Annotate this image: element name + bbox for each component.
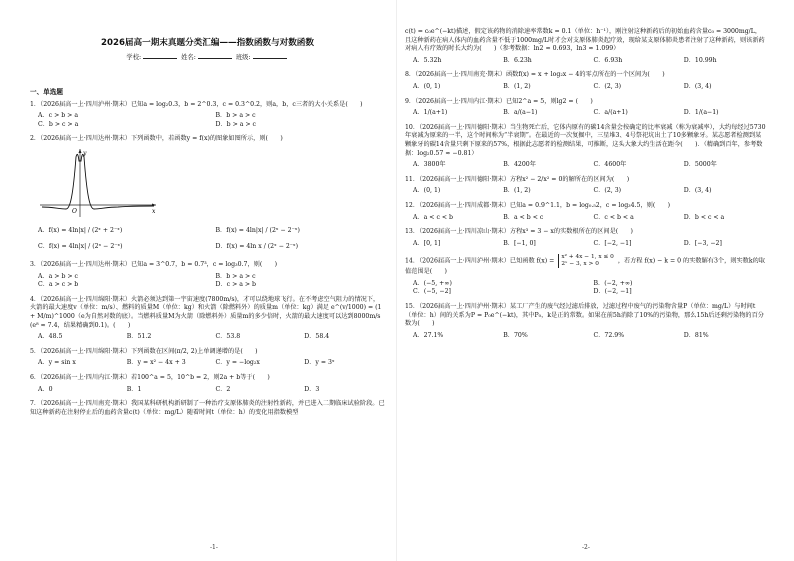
right-column — [405, 28, 766, 346]
question-10: 10．（2026届高一上·四川德阳·期末）当生物死亡后，它体内原有的碳14含量会按确定的比率衰减（称为衰减率），大约每经过5730年衰减为原来的一半，这个时间称为“半衰期”。在最近的一次复掘中，三星堆3、4号祭祀坑出土了10多颗象牙。某志愿者检测到某颗象牙的碳14含量只剩下原来的57%，根据此志愿者的检测结果，可推断，这头大象大约生活在距今( )．（精确到百年，参考数据：log₂0.57 ≈ −0.81） — [405, 123, 766, 157]
question-14 — [405, 254, 766, 277]
case-1: x² + 4x − 1, x ≤ 0 — [561, 254, 614, 261]
curve — [42, 154, 154, 209]
section-heading: 一、单选题 — [30, 88, 63, 96]
option-b: B．(−2, +∞) — [593, 279, 633, 287]
option-d: D．(3, 4) — [683, 187, 712, 195]
question-1: 1．（2026届高一上·四川泸州·期末）已知a = log₂0.3，b = 2^0.3，c = 0.3^0.2，则a，b，c三者的大小关系是( ) — [30, 100, 363, 108]
option-b: B．a < b < c — [503, 213, 544, 221]
option-b: B．[−1, 0] — [503, 239, 536, 247]
document-title: 2026届高一期末真题分类汇编——指数函数与对数函数 — [101, 38, 314, 48]
option-d: D．(−2, −1] — [593, 288, 632, 296]
question-5-options — [30, 359, 385, 368]
option-d: D．(3, 4) — [683, 82, 712, 90]
question-12: 12．（2026届高一上·四川成都·期末）已知a = 0.9^1.1，b = log₀.₅2，c = log₃4.5，则( ) — [405, 201, 671, 209]
function-graph — [38, 147, 158, 219]
question-11: 11．（2026届高一上·四川德阳·期末）方程x² − 2/x² = 0的解所在的区间为( ) — [405, 175, 630, 183]
case-2: 2ˣ − 3, x > 0 — [561, 261, 599, 268]
option-b: B．70% — [503, 331, 528, 339]
option-a: A．(0, 1) — [413, 187, 441, 195]
option-d: D．f(x) = 4ln x / (2ˣ − 2⁻ˣ) — [215, 242, 299, 250]
question-1-options — [30, 112, 385, 129]
option-c: C．a/(a+1) — [593, 109, 628, 117]
class-label: 班级: — [235, 54, 251, 61]
question-8-options — [405, 83, 766, 92]
option-c: C．c < b < a — [593, 213, 634, 221]
option-d: D．b > a > c — [215, 120, 256, 128]
option-a: A．27.1% — [413, 331, 444, 339]
option-a: A．5.32h — [413, 56, 442, 64]
option-c: C．a > c > b — [38, 281, 79, 289]
question-6-options — [30, 386, 385, 395]
option-b: B．6.23h — [503, 56, 532, 64]
option-d: D．58.4 — [304, 333, 330, 341]
option-c: C．53.8 — [215, 333, 241, 341]
option-d: D．b < c < a — [683, 213, 725, 221]
question-4: 4．（2026届高一上·四川绵阳·期末）火箭必须达到第一宇宙速度(7800m/s)，才可以绕地球飞行。在不考虑空气阻力的情况下，火箭的最大速度v（单位：m/s）、燃料的质量M（单位：kg）和火箭（除燃料外）的质量m（单位：kg）满足 e^(v/1000) = (1 + M/m)^1000（e为自然对数的底）。当燃料质量M为火箭（除燃料外）质量m的多少倍时，火箭的最大速度可以达到8000m/s (e⁸ ≈ 7.4，结果精确到0.1)。( ) — [30, 295, 382, 329]
y-label: y — [83, 149, 87, 157]
option-d: D．1/(a−1) — [683, 109, 719, 117]
option-d: D．c > a > b — [215, 281, 256, 289]
question-5: 5．（2026届高一上·四川绵阳·期末）下列函数在区间(π/2, 2)上单调递增的是( ) — [30, 347, 258, 355]
page-number: -2- — [582, 544, 590, 551]
option-c: C．(2, 3) — [593, 82, 622, 90]
option-d: D．81% — [683, 331, 709, 339]
option-c: C．4600年 — [593, 161, 627, 169]
option-c: C．[−2, −1] — [593, 239, 632, 247]
y-axis-arrow — [79, 149, 82, 153]
option-c: C．72.9% — [593, 331, 625, 339]
option-b: B．(1, 2) — [503, 82, 531, 90]
option-a: A．a < c < b — [413, 213, 454, 221]
option-d: D．[−3, −2] — [683, 239, 722, 247]
option-c: C．2 — [215, 385, 231, 393]
page-number: -1- — [210, 544, 218, 551]
option-b: B．b > a > c — [215, 112, 256, 120]
question-13-options — [405, 240, 766, 249]
option-b: B．f(x) = 4ln|x| / (2ˣ − 2⁻ˣ) — [215, 226, 300, 234]
option-a: A．a > b > c — [38, 272, 79, 280]
question-4-options — [30, 333, 385, 342]
question-9: 9．（2026届高一上·四川内江·期末）已知2^a = 5，则lg2 = ( ) — [405, 97, 593, 105]
question-2-options — [30, 223, 385, 255]
question-3-options — [30, 273, 385, 290]
option-a: A．3800年 — [413, 161, 446, 169]
question-15-options — [405, 332, 766, 341]
question-9-options — [405, 109, 766, 118]
x-label: x — [152, 207, 156, 215]
question-10-options — [405, 161, 766, 170]
school-blank[interactable] — [143, 58, 177, 59]
option-b: B．1 — [126, 385, 142, 393]
option-d: D．y = 3ˣ — [304, 359, 335, 367]
question-14-pre: 14．（2026届高一上·四川泸州·期末）已知函数 f(x) = — [405, 257, 555, 265]
question-11-options — [405, 187, 766, 196]
student-info-line — [30, 52, 385, 61]
option-b: B．4200年 — [503, 161, 536, 169]
origin-label: O — [72, 207, 77, 215]
option-b: B．y = x² − 4x + 3 — [126, 359, 186, 367]
question-15: 15．（2026届高一上·四川泸州·期末）某工厂产生的废气经过滤后排放，过滤过程中废气的污染物含量P（单位：mg/L）与时间t（单位：h）间的关系为P = P₀e^(−kt)，其中P₀，k是正的常数。如果在前5h消除了10%的污染物，那么15h后还剩污染物的百分数为( ) — [405, 303, 764, 328]
option-c: C．6.93h — [593, 56, 623, 64]
option-b: B．(1, 2) — [503, 187, 531, 195]
option-a: A．(0, 1) — [413, 82, 441, 90]
option-a: A．[0, 1] — [413, 239, 441, 247]
class-blank[interactable] — [253, 58, 287, 59]
question-8: 8．（2026届高一上·四川南充·期末）函数f(x) = x + log₂x − 4的零点所在的一个区间为( ) — [405, 71, 665, 79]
question-14-post: ，若方程 f(x) − k = 0 的实数解有3个，则实数k的取值范围是( ) — [405, 257, 765, 276]
question-6: 6．（2026届高一上·四川内江·期末）若100^a = 5，10^b = 2，则2a + b等于( ) — [30, 373, 270, 381]
piecewise-brace — [558, 254, 614, 268]
school-label: 学校: — [126, 54, 142, 61]
option-c: C．y = −log₂x — [215, 359, 260, 367]
name-blank[interactable] — [198, 58, 232, 59]
option-c: C．b > c > a — [38, 120, 79, 128]
option-b: B．a/(a−1) — [503, 109, 538, 117]
question-7: 7．（2026届高一上·四川南充·期末）我国某科研机构新研制了一种治疗支原体肺炎的注射性新药，并已进入二期临床试验阶段。已知这种新药在注射停止后的血药含量c(t)（单位：mg/L）随着时间t（单位：h）的变化用指数模型 — [30, 400, 385, 416]
option-a: A．f(x) = 4ln|x| / (2ˣ + 2⁻ˣ) — [38, 226, 123, 234]
option-a: A．1/(a+1) — [413, 109, 448, 117]
option-a: A．0 — [38, 385, 53, 393]
question-3: 3．（2026届高一上·四川达州·期末）已知a = 3^0.7，b = 0.7³，c = log₃0.7，则( ) — [30, 260, 278, 268]
left-column — [30, 86, 385, 420]
option-a: A．c > b > a — [38, 112, 79, 120]
option-b: B．b > a > c — [215, 272, 256, 280]
option-c: C．(−5, −2] — [413, 288, 451, 296]
option-d: D．3 — [304, 385, 320, 393]
option-d: D．5000年 — [683, 161, 717, 169]
question-14-options — [405, 280, 766, 297]
question-7-options — [405, 57, 766, 66]
option-a: A．y = sin x — [38, 359, 76, 367]
option-c: C．f(x) = 4ln|x| / (2ˣ − 2⁻ˣ) — [38, 242, 123, 250]
option-d: D．10.99h — [683, 56, 717, 64]
option-b: B．51.2 — [126, 333, 152, 341]
question-12-options — [405, 214, 766, 223]
option-c: C．(2, 3) — [593, 187, 622, 195]
question-13: 13．（2026届高一上·四川凉山·期末）方程x³ = 3 − x的实数根所在的区间是( ) — [405, 228, 633, 236]
right-page — [397, 0, 794, 561]
question-7-continued: c(t) = c₀e^(−kt)描述，假定该药物的消除速率常数k = 0.1（单位：h⁻¹），刚注射这种新药后的初始血药含量c₀ = 3000mg/L，且这种新药在病人体内的血药含量不低于1000mg/L时才会对支原体肺炎起疗效，现给某支原体肺炎患者注射了这种新药，则该新药对病人有疗效的时长大约为( )（参考数据：ln2 ≈ 0.693，ln3 ≈ 1.099） — [405, 28, 765, 53]
option-a: A．(−5, +∞) — [413, 279, 452, 287]
question-2: 2．（2026届高一上·四川达州·期末）下列函数中，若函数y = f(x)的图象如图所示，则( ) — [30, 135, 283, 143]
option-a: A．48.5 — [38, 333, 63, 341]
name-label: 姓名: — [181, 54, 196, 61]
